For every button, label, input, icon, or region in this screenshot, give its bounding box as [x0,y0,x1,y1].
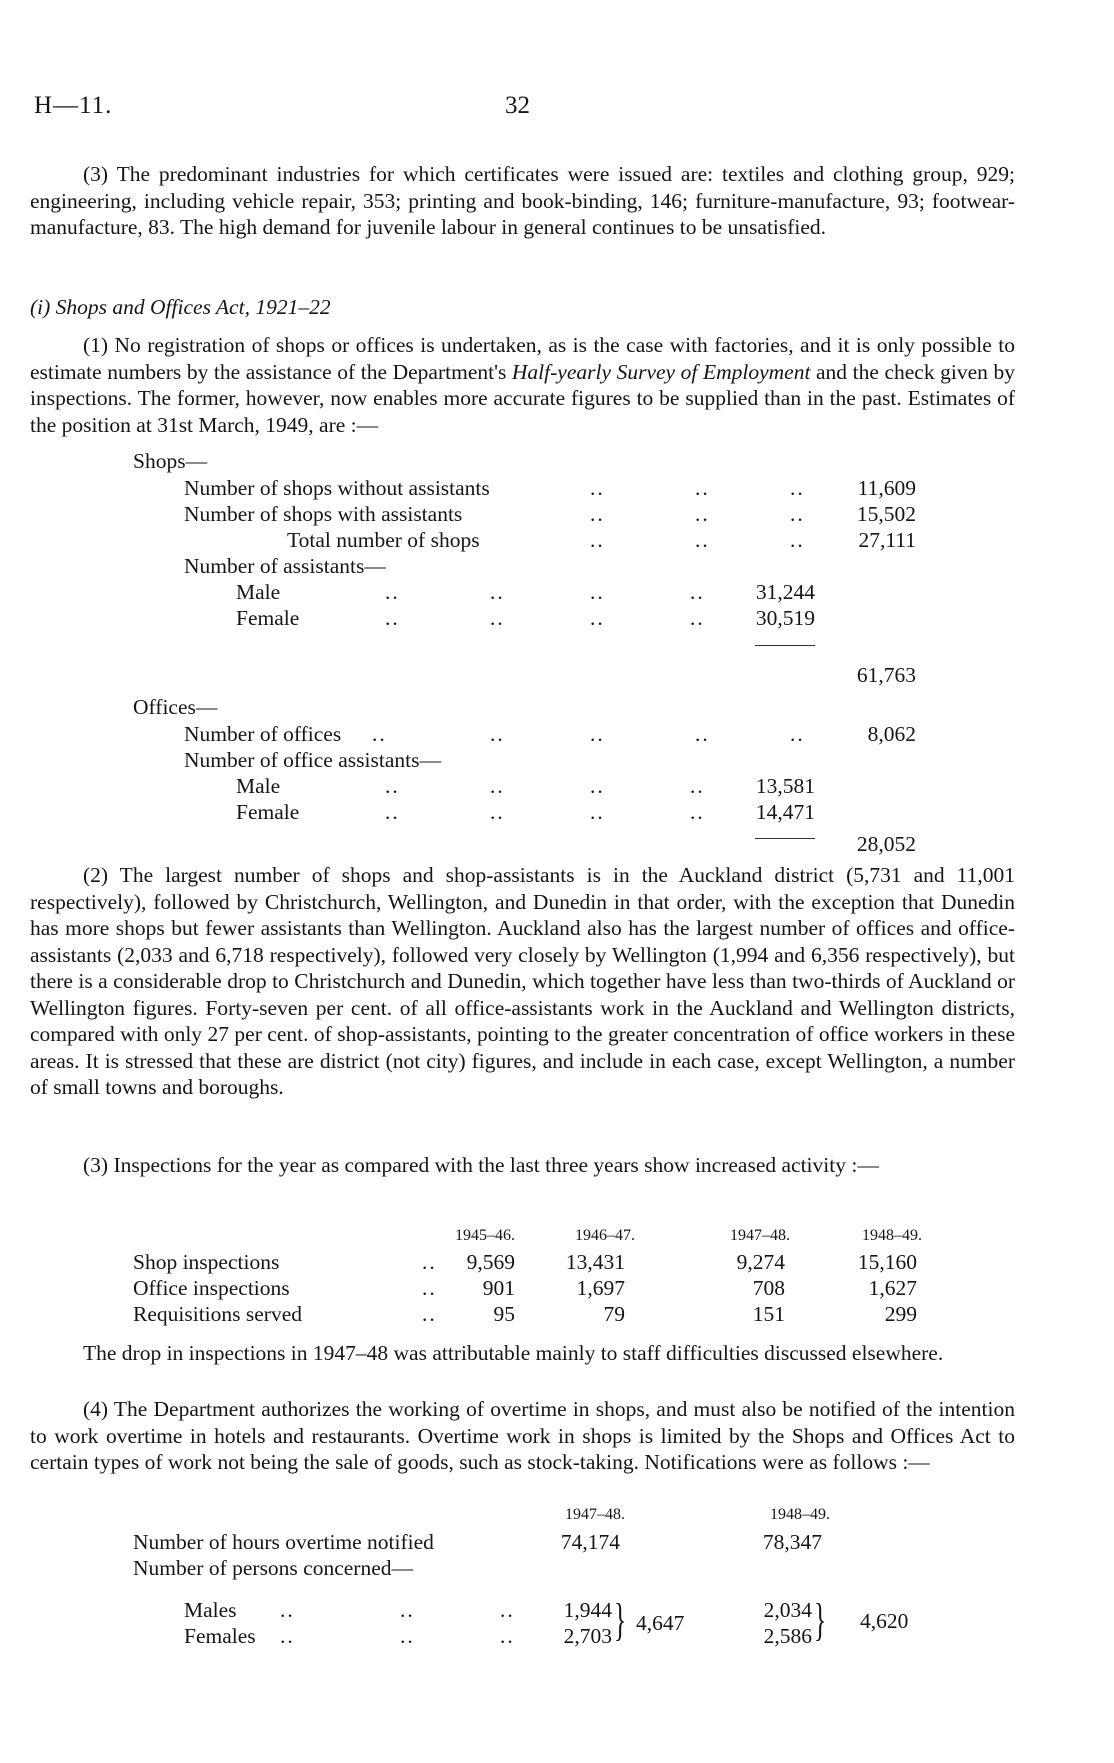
leader-dots: .. [690,774,705,798]
page-number: 32 [505,92,530,119]
leader-dots: .. [490,722,505,746]
inspections-cell: 151 [752,1302,785,1326]
leader-dots: .. [590,476,605,500]
shop-male-value: 31,244 [755,580,815,604]
shops-without-label: Number of shops without assistants [184,476,490,500]
leader-dots: .. [385,774,400,798]
office-female-label: Female [236,800,300,824]
shops-with-label: Number of shops with assistants [184,502,463,526]
shops-total-label: Total number of shops [287,528,480,552]
leader-dots: .. [695,528,710,552]
offices-count-value: 8,062 [867,722,916,746]
leader-dots: .. [385,800,400,824]
inspections-row-label: Shop inspections [133,1250,280,1274]
right-brace-icon: } [814,1594,827,1645]
offices-heading: Offices— [133,695,218,719]
leader-dots: .. [385,580,400,604]
overtime-hours-label: Number of hours overtime notified [133,1530,434,1554]
leader-dots: .. [490,774,505,798]
shops-with-value: 15,502 [856,502,916,526]
inspections-cell: 13,431 [565,1250,625,1274]
leader-dots: .. [695,476,710,500]
leader-dots: .. [280,1624,295,1648]
sum-rule [755,838,815,839]
right-brace-icon: } [614,1594,627,1645]
inspections-cell: 1,697 [576,1276,625,1300]
inspections-cell: 1,627 [868,1276,917,1300]
shops-heading: Shops— [133,449,208,473]
leader-dots: .. [590,722,605,746]
leader-dots: .. [590,528,605,552]
leader-dots: .. [500,1598,515,1622]
shop-assistants-total: 61,763 [856,663,916,687]
paragraph-registration-part-a: (1) No registration of shops or offices is undertaken, as is the case with factories, and it is only possible to estimate numbers by the assistance of the Department's [30,333,1015,384]
inspections-year-header: 1945–46. [455,1227,515,1244]
overtime-females-label: Females [184,1624,256,1648]
inspections-row-label: Requisitions served [133,1302,302,1326]
overtime-hours-value: 78,347 [762,1530,822,1554]
inspections-cell: 9,569 [466,1250,515,1274]
overtime-year-header: 1948–49. [770,1506,830,1523]
shop-female-label: Female [236,606,300,630]
section-heading-shops-offices: (i) Shops and Offices Act, 1921–22 [30,295,331,319]
overtime-total: 4,620 [860,1609,909,1633]
inspections-cell: 79 [603,1302,625,1326]
inspections-cell: 708 [752,1276,785,1300]
leader-dots: .. [500,1624,515,1648]
shops-total-value: 27,111 [858,528,916,552]
shops-without-value: 11,609 [857,476,916,500]
paragraph-inspections-drop: The drop in inspections in 1947–48 was attributable mainly to staff difficulties discussed elsewhere. [83,1341,944,1365]
paragraph-overtime: (4) The Department authorizes the working of overtime in shops, and must also be notified of the intention to work overtime in hotels and restaurants. Overtime work in shops is limited by the Shops and Offices Act to certain types of work not being the sale of goods, such as stock-taking. Notifications were as follows :— [30,1397,1015,1474]
leader-dots: .. [590,580,605,604]
office-assistants-total: 28,052 [856,832,916,856]
sum-rule [755,645,815,646]
report-code: H—11. [34,92,113,119]
overtime-persons-heading: Number of persons concerned— [133,1556,414,1580]
inspections-year-header: 1947–48. [730,1227,790,1244]
leader-dots: .. [490,800,505,824]
leader-dots: .. [690,606,705,630]
shop-female-value: 30,519 [755,606,815,630]
inspections-cell: 15,160 [857,1250,917,1274]
offices-count-label: Number of offices [184,722,342,746]
overtime-females-value: 2,703 [563,1624,612,1648]
assistants-heading: Number of assistants— [184,554,386,578]
leader-dots: .. [422,1276,437,1300]
leader-dots: .. [590,800,605,824]
paragraph-registration [30,332,1015,438]
leader-dots: .. [690,800,705,824]
leader-dots: .. [790,476,805,500]
leader-dots: .. [695,722,710,746]
overtime-males-label: Males [184,1598,237,1622]
leader-dots: .. [422,1302,437,1326]
leader-dots: .. [400,1598,415,1622]
leader-dots: .. [385,606,400,630]
leader-dots: .. [400,1624,415,1648]
inspections-year-header: 1946–47. [575,1227,635,1244]
office-male-label: Male [236,774,281,798]
leader-dots: .. [790,722,805,746]
paragraph-industries: (3) The predominant industries for which certificates were issued are: textiles and clothing group, 929; engineering, including vehicle repair, 353; printing and book-binding, 146; furniture-manufacture, 93; footwear-manufacture, 83. The high demand for juvenile labour in general continues to be unsatisfied. [30,162,1015,239]
shop-male-label: Male [236,580,281,604]
office-assistants-heading: Number of office assistants— [184,748,441,772]
inspections-cell: 901 [482,1276,515,1300]
office-male-value: 13,581 [755,774,815,798]
inspections-cell: 299 [884,1302,917,1326]
leader-dots: .. [695,502,710,526]
overtime-females-value: 2,586 [763,1624,812,1648]
leader-dots: .. [590,774,605,798]
leader-dots: .. [490,606,505,630]
leader-dots: .. [790,502,805,526]
office-female-value: 14,471 [755,800,815,824]
leader-dots: .. [790,528,805,552]
leader-dots: .. [690,580,705,604]
leader-dots: .. [372,722,387,746]
paragraph-district-distribution: (2) The largest number of shops and shop-assistants is in the Auckland district (5,731 and 11,001 respectively), followed by Christchurch, Wellington, and Dunedin in that order, with the exception that Dunedin has more shops but fewer assistants than Wellington. Auckland also has the largest number of offices and office-assistants (2,033 and 6,718 respectively), followed very closely by Wellington (1,994 and 6,356 respectively), but there is a considerable drop to Christchurch and Dunedin, which together have less than two-thirds of Auckland or Wellington figures. Forty-seven per cent. of all office-assistants work in the Auckland and Wellington districts, compared with only 27 per cent. of shop-assistants, pointing to the greater concentration of office workers in these areas. It is stressed that these are district (not city) figures, and include in each case, except Wellington, a number of small towns and boroughs. [30,863,1015,1099]
inspections-cell: 9,274 [736,1250,785,1274]
leader-dots: .. [422,1250,437,1274]
paragraph-registration-part-b: and the check given by inspections. The former, however, now enables more accurate figures to be supplied than in the past. Estimates of the position at 31st March, 1949, are :— [30,359,1015,437]
overtime-males-value: 2,034 [763,1598,812,1622]
inspections-row-label: Office inspections [133,1276,290,1300]
paragraph-inspections-intro: (3) Inspections for the year as compared with the last three years show increased activity :— [83,1153,879,1177]
inspections-year-header: 1948–49. [862,1227,922,1244]
overtime-year-header: 1947–48. [565,1506,625,1523]
survey-title: Half-yearly Survey of Employment [511,359,811,384]
overtime-males-value: 1,944 [563,1598,612,1622]
overtime-hours-value: 74,174 [560,1530,620,1554]
leader-dots: .. [490,580,505,604]
overtime-total: 4,647 [636,1611,685,1635]
inspections-cell: 95 [493,1302,515,1326]
leader-dots: .. [590,606,605,630]
leader-dots: .. [590,502,605,526]
leader-dots: .. [280,1598,295,1622]
